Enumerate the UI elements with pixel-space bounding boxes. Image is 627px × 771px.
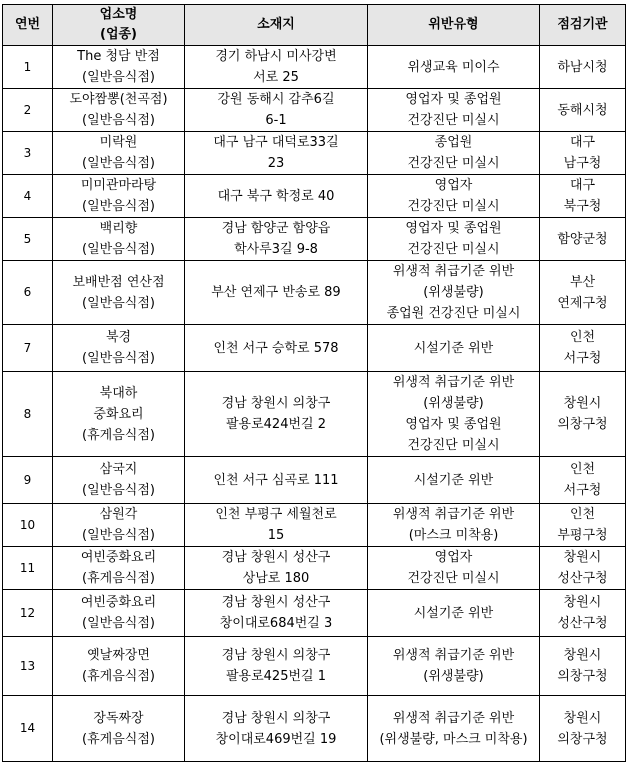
agency-cell-line: 서구청 [563,483,602,498]
address-cell [185,132,368,175]
violation-cell-line: 위생적 취급기준 위반 [392,648,515,663]
violation-cell [368,457,540,504]
address-cell [185,89,368,132]
table-row [3,89,626,132]
agency-cell [540,504,626,547]
address-cell-line: 인천 서구 승학로 578 [213,340,339,356]
business-name-cell-line: 장독짜장 [93,710,144,726]
address-cell [185,372,368,457]
agency-cell [540,325,626,372]
agency-cell [540,457,626,504]
row-number: 1 [3,46,53,89]
violation-cell [368,325,540,372]
violation-cell [368,175,540,218]
agency-cell-line: 의창구청 [557,731,608,747]
violation-cell-line: 건강진단 미실시 [407,438,500,453]
agency-cell [540,175,626,218]
business-name-cell [53,46,185,89]
agency-cell-line: 의창구청 [557,417,608,432]
violation-cell [368,46,540,89]
violation-cell-line: 건강진단 미실시 [407,156,500,171]
address-cell-line: 경남 창원시 성산구 [221,595,331,610]
address-cell-line: 6-1 [265,113,287,128]
address-cell-line: 서로 25 [253,70,299,85]
violation-cell [368,590,540,637]
address-cell [185,175,368,218]
table-row [3,637,626,696]
address-cell-line: 학사루3길 9-8 [234,242,318,257]
table-row [3,218,626,261]
agency-cell [540,132,626,175]
row-number: 13 [3,637,53,696]
agency-cell-line: 함양군청 [557,231,608,247]
agency-cell-line: 연제구청 [557,295,608,311]
address-cell-line: 팔용로425번길 1 [225,669,326,684]
header-name-line: (업종) [100,27,137,42]
business-name-cell-line: (휴게음식점) [82,731,155,747]
agency-cell-line: 인천 [569,507,596,522]
business-name-cell-line: 미미관마라탕 [80,178,157,193]
table-row [3,696,626,762]
violation-table [2,4,626,762]
agency-cell [540,637,626,696]
header-name-line: 업소명 [99,7,138,22]
business-name-cell [53,261,185,325]
address-cell-line: 경남 창원시 의창구 [221,396,331,411]
header-no: 연번 [3,5,53,46]
row-number: 4 [3,175,53,218]
business-name-cell-line: 여빈중화요리 [80,595,157,610]
violation-cell-line: (위생불량) [423,669,484,684]
table-row [3,372,626,457]
business-name-cell-line: (일반음식점) [82,70,155,85]
violation-cell-line: (위생불량) [423,285,484,300]
row-number: 8 [3,372,53,457]
violation-cell-line: 영업자 및 종업원 [405,92,502,107]
violation-cell-line: 종업원 건강진단 미실시 [386,306,521,321]
business-name-cell-line: 북경 [105,330,132,345]
address-cell [185,504,368,547]
table-body [3,46,626,762]
agency-cell-line: 인천 [569,330,596,345]
business-name-cell [53,696,185,762]
address-cell-line: 15 [267,528,285,543]
business-name-cell [53,372,185,457]
violation-cell-line: (위생불량, 마스크 미착용) [379,731,528,747]
business-name-cell [53,132,185,175]
address-cell-line: 경남 창원시 성산구 [221,550,331,565]
agency-cell-line: 서구청 [563,351,602,366]
business-name-cell-line: (일반음식점) [82,156,155,171]
agency-cell-line: 창원시 [563,550,602,565]
business-name-cell [53,547,185,590]
violation-cell-line: 위생적 취급기준 위반 [392,375,515,390]
address-cell [185,696,368,762]
violation-cell-line: 영업자 [434,550,473,565]
row-number: 9 [3,457,53,504]
agency-cell [540,89,626,132]
violation-cell-line: 시설기준 위반 [413,605,494,621]
agency-cell-line: 부산 [569,274,596,290]
address-cell-line: 부산 연제구 반송로 89 [211,285,341,300]
agency-cell-line: 북구청 [563,199,602,214]
table-row [3,457,626,504]
table-row [3,132,626,175]
violation-cell-line: 건강진단 미실시 [407,113,500,128]
violation-cell [368,89,540,132]
violation-cell-line: 건강진단 미실시 [407,199,500,214]
table-row [3,504,626,547]
violation-cell-line: 영업자 및 종업원 [405,221,502,236]
violation-cell [368,261,540,325]
violation-cell [368,372,540,457]
agency-cell-line: 창원시 [563,595,602,610]
business-name-cell-line: (휴게음식점) [82,571,155,586]
violation-cell [368,696,540,762]
agency-cell-line: 대구 [569,178,596,193]
row-number: 10 [3,504,53,547]
business-name-cell [53,89,185,132]
violation-cell-line: 위생적 취급기준 위반 [392,710,515,726]
business-name-cell-line: 삼원각 [99,507,138,522]
row-number: 14 [3,696,53,762]
row-number: 11 [3,547,53,590]
address-cell-line: 상남로 180 [242,571,310,586]
business-name-cell [53,325,185,372]
address-cell-line: 인천 부평구 세월천로 [215,507,337,522]
violation-cell-line: 종업원 [434,135,473,150]
table-row [3,175,626,218]
business-name-cell-line: (휴게음식점) [82,669,155,684]
row-number: 6 [3,261,53,325]
agency-cell-line: 창원시 [563,396,602,411]
violation-cell-line: (위생불량) [423,396,484,411]
business-name-cell-line: (일반음식점) [82,242,155,257]
business-name-cell-line: (일반음식점) [82,483,155,498]
agency-cell-line: 동해시청 [557,102,608,118]
business-name-cell-line: 미락원 [99,135,138,150]
address-cell [185,457,368,504]
agency-cell-line: 성산구청 [557,571,608,586]
address-cell-line: 경남 함양군 함양읍 [221,221,331,236]
agency-cell-line: 부평구청 [557,528,608,543]
row-number: 7 [3,325,53,372]
business-name-cell-line: (일반음식점) [82,295,155,311]
violation-cell-line: 위생적 취급기준 위반 [392,264,515,279]
business-name-cell-line: (휴게음식점) [82,427,155,443]
row-number: 12 [3,590,53,637]
agency-cell-line: 하남시청 [557,59,608,75]
agency-cell-line: 인천 [569,462,596,477]
business-name-cell-line: (일반음식점) [82,616,155,631]
agency-cell-line: 창원시 [563,710,602,726]
address-cell [185,325,368,372]
business-name-cell [53,175,185,218]
address-cell-line: 인천 서구 심곡로 111 [213,472,339,488]
row-number: 3 [3,132,53,175]
business-name-cell-line: 옛날짜장면 [87,648,150,663]
violation-cell-line: 시설기준 위반 [413,340,494,356]
agency-cell-line: 대구 [569,135,596,150]
address-cell-line: 23 [267,156,285,171]
address-cell [185,547,368,590]
business-name-cell-line: (일반음식점) [82,528,155,543]
business-name-cell-line: (일반음식점) [82,351,155,366]
address-cell [185,46,368,89]
header-name [53,5,185,46]
business-name-cell-line: 삼국지 [99,462,138,477]
address-cell-line: 경기 하남시 미사강변 [215,49,337,64]
violation-cell-line: 위생적 취급기준 위반 [392,507,515,522]
business-name-cell-line: 중화요리 [93,406,144,422]
business-name-cell-line: 북대하 [99,385,138,401]
business-name-cell-line: 여빈중화요리 [80,550,157,565]
agency-cell-line: 의창구청 [557,669,608,684]
table-row [3,261,626,325]
address-cell [185,637,368,696]
business-name-cell-line: 보배반점 연산점 [72,274,165,290]
violation-cell [368,132,540,175]
address-cell-line: 대구 북구 학정로 40 [217,188,335,204]
agency-cell-line: 남구청 [563,156,602,171]
address-cell-line: 경남 창원시 의창구 [221,710,331,726]
agency-cell [540,547,626,590]
agency-cell-line: 창원시 [563,648,602,663]
business-name-cell [53,637,185,696]
address-cell [185,261,368,325]
business-name-cell [53,457,185,504]
header-row [3,5,626,46]
agency-cell [540,696,626,762]
business-name-cell-line: 백리향 [99,221,138,236]
violation-cell-line: 건강진단 미실시 [407,242,500,257]
violation-cell [368,547,540,590]
address-cell-line: 창이대로684번길 3 [219,616,333,631]
violation-cell-line: 시설기준 위반 [413,472,494,488]
header-agency: 점검기관 [540,5,626,46]
business-name-cell [53,504,185,547]
violation-cell-line: 위생교육 미이수 [407,59,500,75]
table-row [3,547,626,590]
business-name-cell [53,218,185,261]
address-cell-line: 창이대로469번길 19 [215,731,337,747]
header-violation: 위반유형 [368,5,540,46]
agency-cell [540,372,626,457]
row-number: 5 [3,218,53,261]
table-row [3,325,626,372]
violation-cell-line: 건강진단 미실시 [407,571,500,586]
row-number: 2 [3,89,53,132]
violation-cell [368,504,540,547]
agency-cell [540,590,626,637]
business-name-cell-line: 도야짬뽕(천곡점) [69,92,168,107]
violation-cell-line: 영업자 및 종업원 [405,417,502,432]
address-cell [185,590,368,637]
agency-cell [540,261,626,325]
violation-cell [368,218,540,261]
agency-cell [540,218,626,261]
address-cell-line: 경남 창원시 의창구 [221,648,331,663]
agency-cell-line: 성산구청 [557,616,608,631]
business-name-cell-line: (일반음식점) [82,113,155,128]
table-row [3,590,626,637]
address-cell-line: 대구 남구 대덕로33길 [213,135,339,150]
table-row [3,46,626,89]
business-name-cell-line: (일반음식점) [82,199,155,214]
header-address: 소재지 [185,5,368,46]
violation-cell [368,637,540,696]
address-cell [185,218,368,261]
agency-cell [540,46,626,89]
violation-cell-line: 영업자 [434,178,473,193]
address-cell-line: 강원 동해시 감추6길 [217,92,335,107]
business-name-cell-line: The 청담 반점 [77,49,160,64]
address-cell-line: 팔용로424번길 2 [225,417,326,432]
business-name-cell [53,590,185,637]
violation-cell-line: (마스크 미착용) [408,528,499,543]
